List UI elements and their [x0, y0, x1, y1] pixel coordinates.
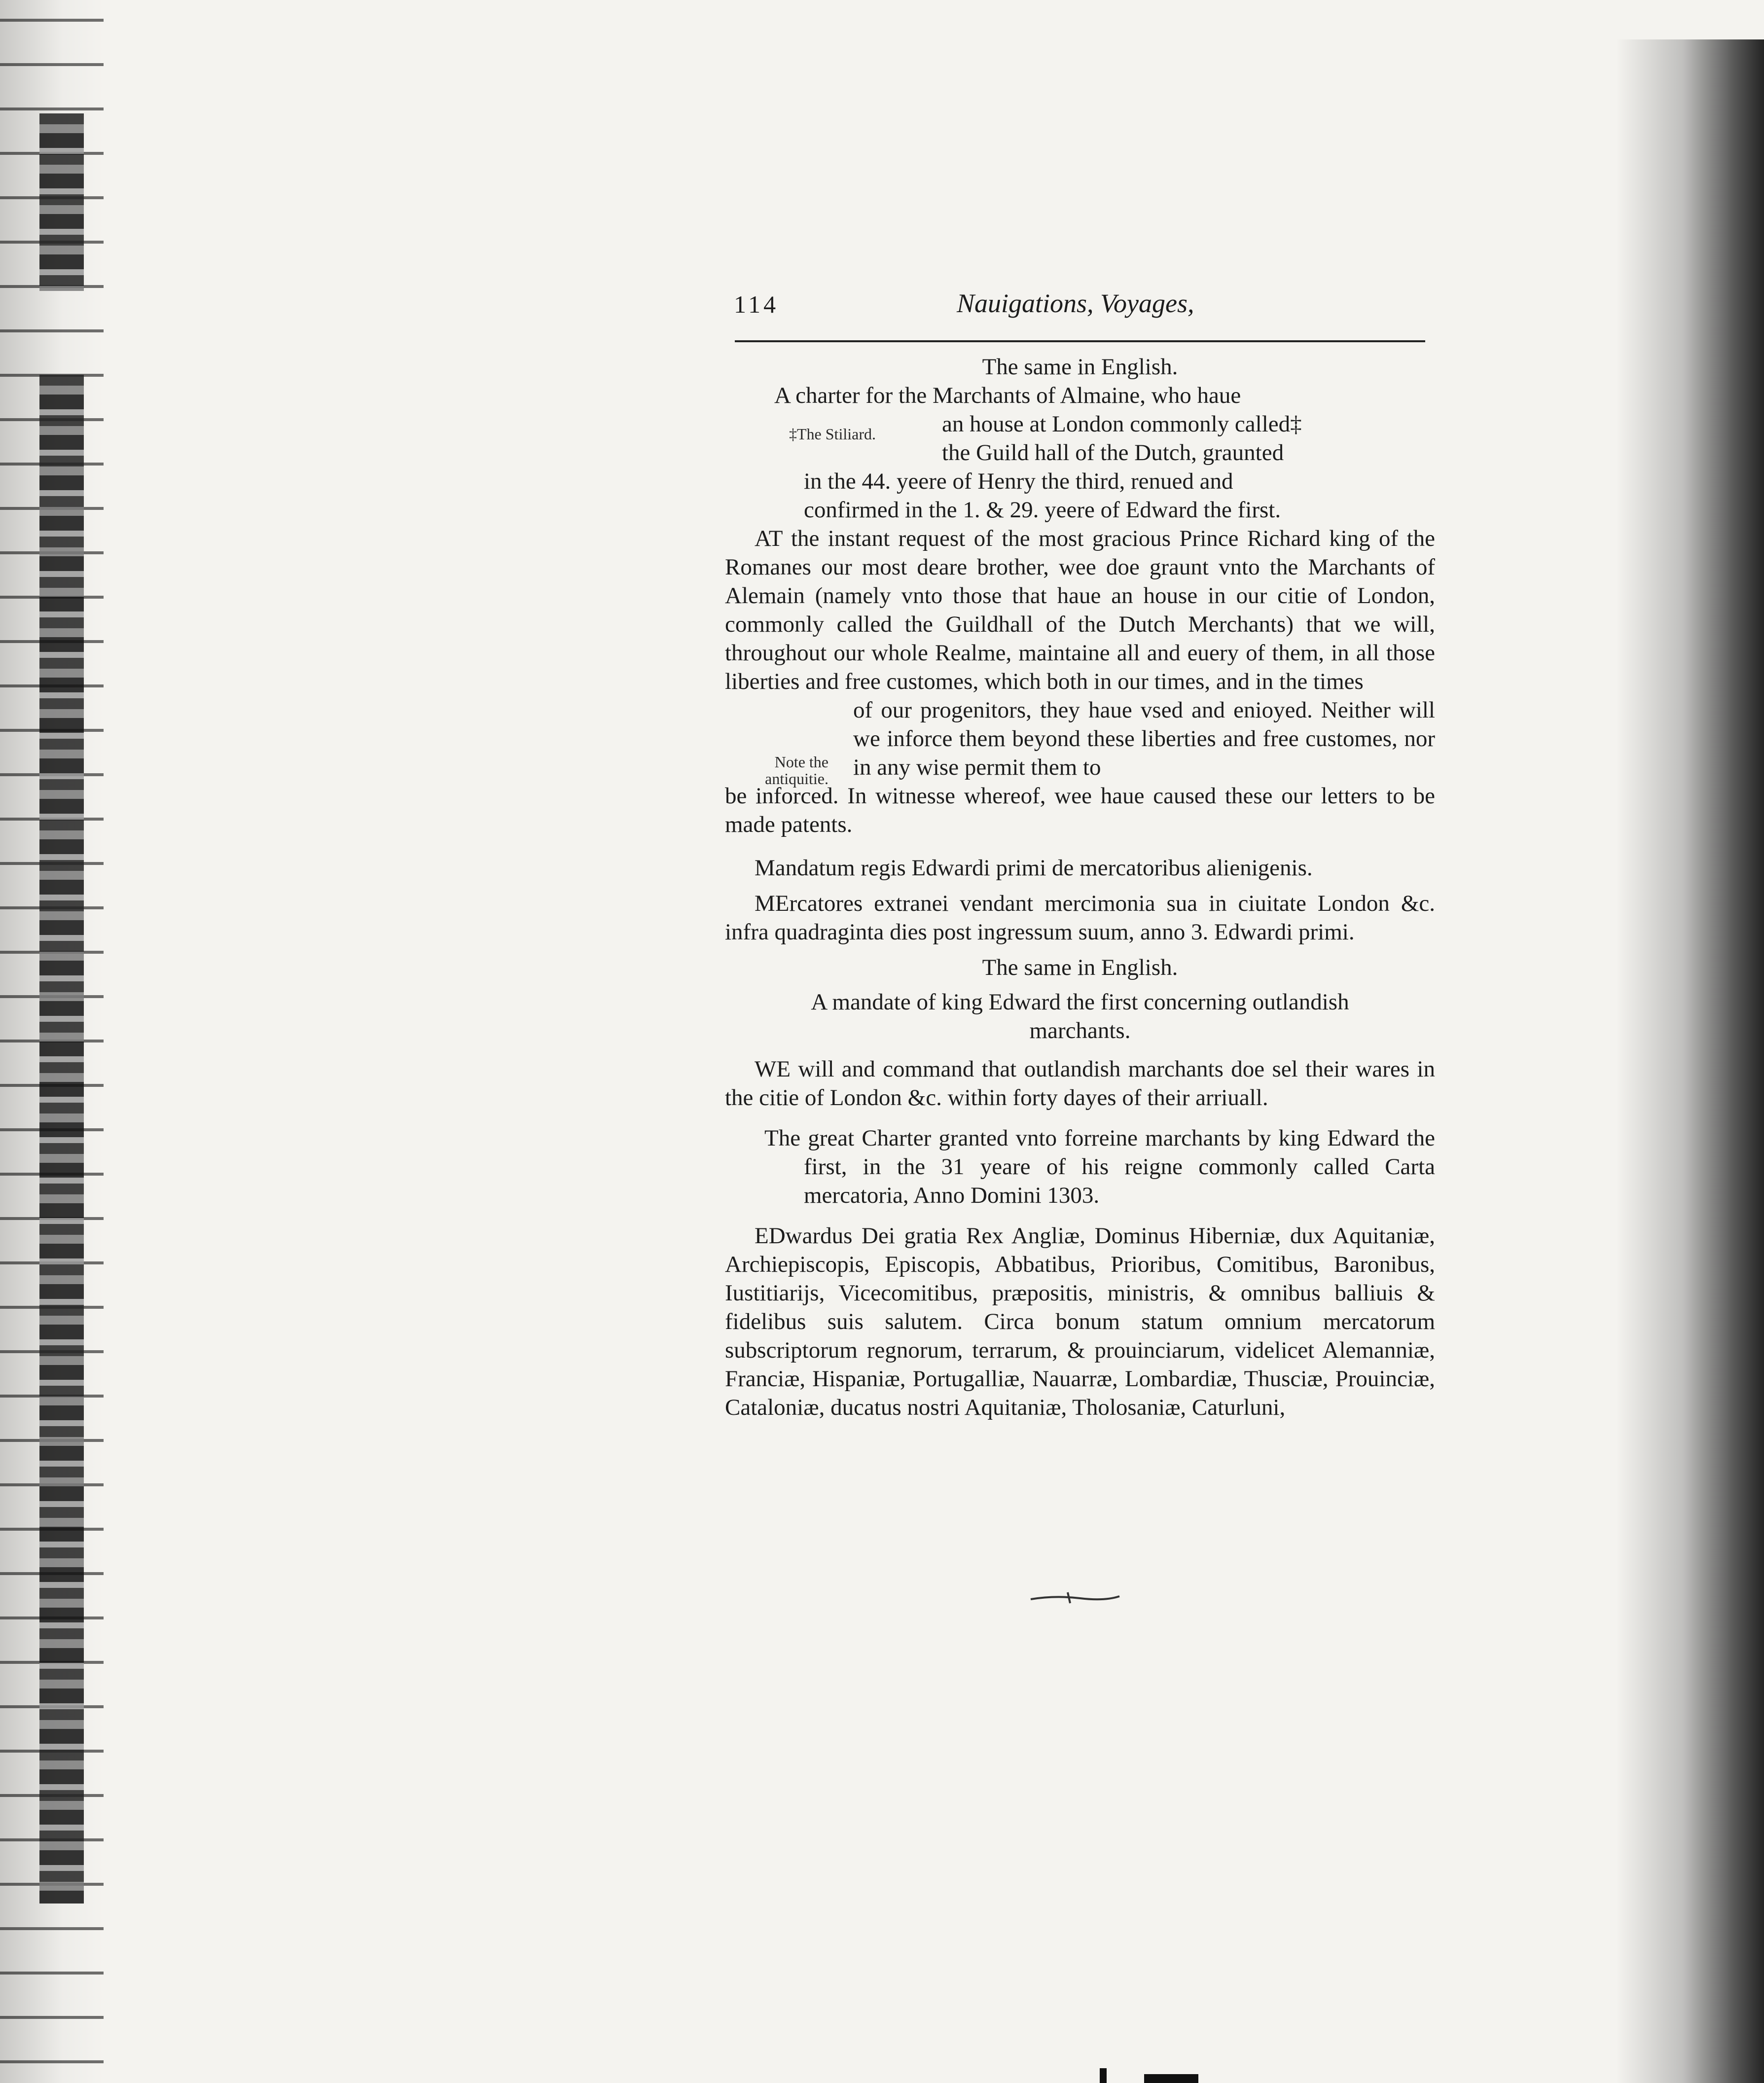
page-header — [725, 286, 1435, 325]
margin-note: ‡The Stiliard. — [789, 425, 876, 443]
latin-heading: Mandatum regis Edwardi primi de mercatoribus alienigenis. — [755, 855, 1313, 881]
mandate-summary: marchants. — [1029, 1018, 1131, 1043]
paragraph-text: of our progenitors, they haue vsed and enioyed. Neither will we inforce them beyond these liberties and free customes, nor in any wise permit them to — [853, 697, 1435, 780]
carta-summary: The great Charter granted vnto forreine marchants by king Edward the first, in the 31 yeare of his reigne commonly called Carta mercatoria, Anno Domini 1303. — [764, 1125, 1435, 1208]
paragraph-text: AT the instant request of the most gracious Prince Richard king of the Romanes our most deare brother, wee doe graunt vnto the Marchants of Alemain (namely vnto those that haue an house in our citie of London, commonly called the Guildhall of the Dutch Merchants) that we will, throughout our whole Realme, maintaine all and euery of them, in all those liberties and free customes, which both in our times, and in the times — [725, 526, 1435, 694]
summary-line: an house at London commonly called‡ — [942, 411, 1302, 437]
ornament-flourish — [1026, 1590, 1124, 1605]
charter-paragraph — [725, 524, 1435, 839]
mandate-summary: A mandate of king Edward the first concerning outlandish — [811, 989, 1349, 1015]
section-heading: The same in English. — [982, 354, 1178, 380]
scan-artifact-mark — [1100, 2068, 1107, 2083]
scan-page-shadow — [1616, 39, 1764, 2083]
scan-artifact-strip — [39, 375, 84, 1903]
latin-paragraph: MErcatores extranei vendant mercimonia sua in ciuitate London &c. infra quadraginta dies post ingressum suum, anno 3. Edwardi primi. — [725, 891, 1435, 945]
scan-artifact-mark — [1144, 2074, 1198, 2083]
summary-line: confirmed in the 1. & 29. yeere of Edward the first. — [804, 497, 1281, 523]
running-title: Nauigations, Voyages, — [957, 288, 1194, 318]
summary-line: A charter for the Marchants of Almaine, who haue — [774, 383, 1241, 408]
paragraph-text: be inforced. In witnesse whereof, wee haue caused these our letters to be made patents. — [725, 783, 1435, 837]
carta-paragraph: EDwardus Dei gratia Rex Angliæ, Dominus Hiberniæ, dux Aquitaniæ, Archiepiscopis, Episcopis, Abbatibus, Prioribus, Comitibus, Baronibus, Iustitiarijs, Vicecomitibus, præpositis, ministris, & omnibus balliuis & fidelibus suis salutem. Circa bonum statum omnium mercatorum subscriptorum regnorum, terrarum, & prouinciarum, videlicet Alemanniæ, Franciæ, Hispaniæ, Portugalliæ, Nauarræ, Lombardiæ, Thusciæ, Prouinciæ, Cataloniæ, ducatus nostri Aquitaniæ, Tholosaniæ, Caturluni, — [725, 1223, 1435, 1420]
section-heading: The same in English. — [982, 955, 1178, 980]
scan-artifact-strip — [39, 113, 84, 291]
header-rule — [735, 340, 1425, 342]
page-number: 114 — [734, 290, 779, 318]
book-page — [725, 286, 1435, 1420]
mandate-paragraph: WE will and command that outlandish marchants doe sel their wares in the citie of London &c. within forty dayes of their arriuall. — [725, 1056, 1435, 1111]
summary-line: in the 44. yeere of Henry the third, renued and — [804, 468, 1233, 494]
page-body — [725, 353, 1435, 1422]
charter-summary — [725, 381, 1435, 524]
summary-line: the Guild hall of the Dutch, graunted — [942, 440, 1284, 466]
margin-note: Note the antiquitie. — [765, 753, 828, 788]
